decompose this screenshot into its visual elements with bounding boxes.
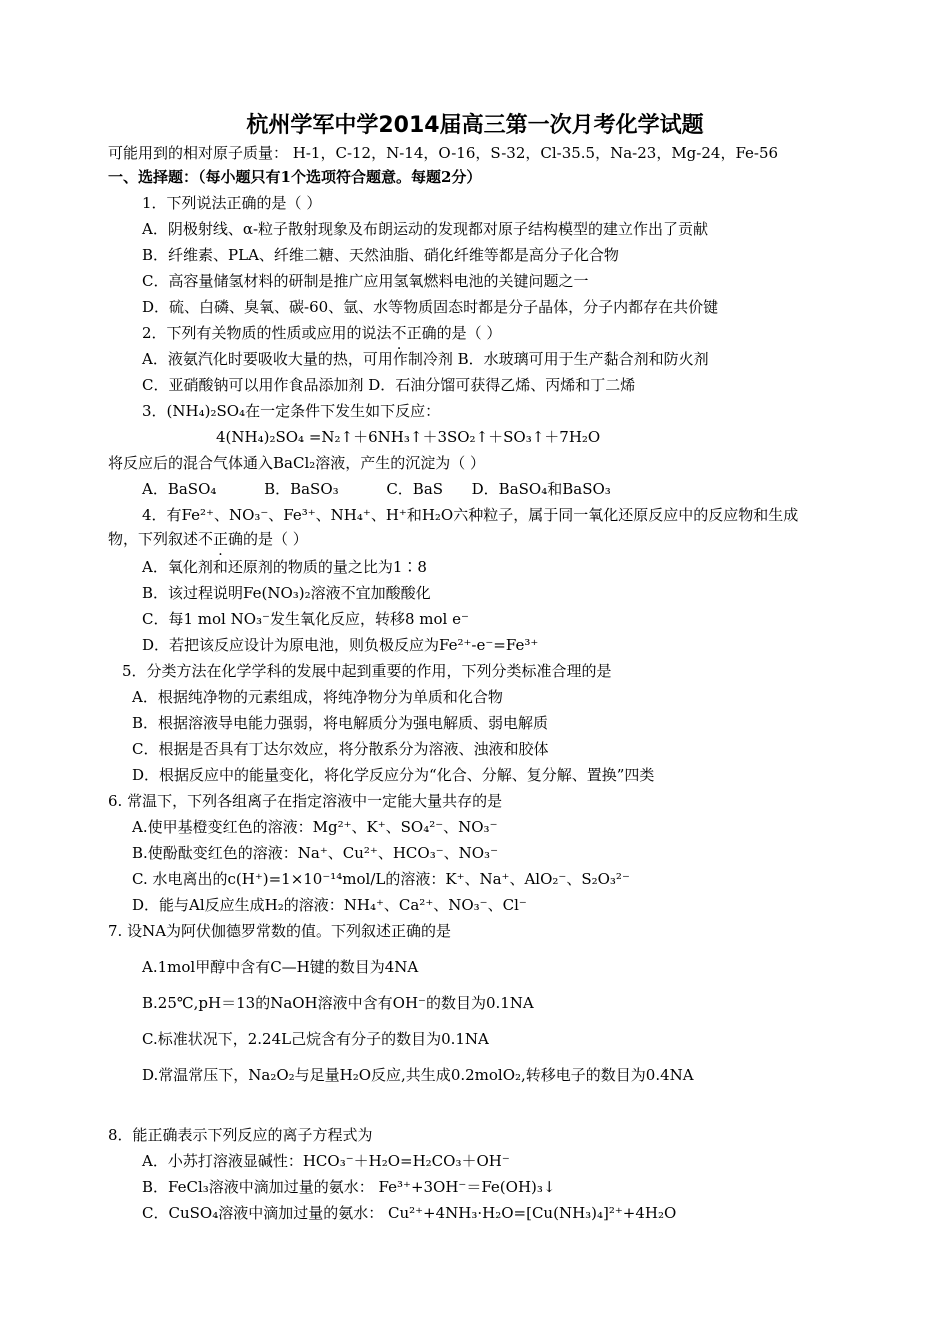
section-header: 一、选择题：（每小题只有1个选项符合题意。每题2分） [108,168,482,186]
question-7-option-c: C.标准状况下，2.24L己烷含有分子的数目为0.1NA [142,1030,489,1048]
question-4-stem-line2 [108,528,848,550]
question-4-stem-pre: 物，下列叙述 [108,530,199,548]
question-3-equation: 4(NH₄)₂SO₄ =N₂↑＋6NH₃↑＋3SO₂↑＋SO₃↑＋7H₂O [216,428,601,446]
question-5-option-c: C．根据是否具有丁达尔效应，将分散系分为溶液、浊液和胶体 [132,740,549,758]
question-1-option-d: D．硫、白磷、臭氧、碳-60、氩、水等物质固态时都是分子晶体，分子内都存在共价键 [142,298,719,316]
question-3-stem: 3．(NH₄)₂SO₄在一定条件下发生如下反应： [142,402,441,420]
emphasis-dot-text: 不正确 [198,530,244,548]
emphasis-dot-text: 不 [391,324,407,342]
question-1-option-a: A．阴极射线、α-粒子散射现象及布朗运动的发现都对原子结构模型的建立作出了贡献 [142,220,709,238]
question-4-option-b: B．该过程说明Fe(NO₃)₂溶液不宜加酸酸化 [142,584,431,602]
question-8-stem: 8．能正确表示下列反应的离子方程式为 [108,1126,373,1144]
question-6-option-c: C. 水电离出的c(H⁺)=1×10⁻¹⁴mol/L的溶液：K⁺、Na⁺、AlO₂⁻、S₂O₃²⁻ [132,870,630,888]
page-title: 杭州学军中学2014届高三第一次月考化学试题 [246,113,704,138]
question-6-option-a: A.使甲基橙变红色的溶液：Mg²⁺、K⁺、SO₄²⁻、NO₃⁻ [132,818,498,836]
question-4-option-a: A．氧化剂和还原剂的物质的量之比为1∶8 [142,558,427,576]
question-2-stem-pre: 2．下列有关物质的性质或应用的说法 [142,324,392,342]
question-4-stem-post: 的是（ ） [243,530,308,548]
question-5-option-b: B．根据溶液导电能力强弱，将电解质分为强电解质、弱电解质 [132,714,549,732]
question-7-stem: 7. 设NA为阿伏伽德罗常数的值。下列叙述正确的是 [108,922,452,940]
question-8-option-a: A．小苏打溶液显碱性：HCO₃⁻＋H₂O=H₂CO₃＋OH⁻ [142,1152,510,1170]
question-6-option-d: D．能与Al反应生成H₂的溶液：NH₄⁺、Ca²⁺、NO₃⁻、Cl⁻ [132,896,527,914]
question-1-stem: 1．下列说法正确的是（ ） [142,194,322,212]
question-2-stem-post: 正确的是（ ） [406,324,502,342]
question-4-option-d: D．若把该反应设计为原电池，则负极反应为Fe²⁺-e⁻=Fe³⁺ [142,636,539,654]
question-1-option-b: B．纤维素、PLA、纤维二糖、天然油脂、硝化纤维等都是高分子化合物 [142,246,619,264]
question-2-options-ab: A．液氨汽化时要吸收大量的热，可用作制冷剂 B．水玻璃可用于生产黏合剂和防火剂 [142,350,709,368]
question-7-option-b: B.25℃,pH＝13的NaOH溶液中含有OH⁻的数目为0.1NA [142,994,534,1012]
question-4-option-c: C．每1 mol NO₃⁻发生氧化反应，转移8 mol e⁻ [142,610,469,628]
question-5-option-a: A．根据纯净物的元素组成，将纯净物分为单质和化合物 [132,688,503,706]
question-6-option-b: B.使酚酞变红色的溶液：Na⁺、Cu²⁺、HCO₃⁻、NO₃⁻ [132,844,498,862]
question-7-option-d: D.常温常压下，Na₂O₂与足量H₂O反应,共生成0.2molO₂,转移电子的数目为0.4NA [142,1066,694,1084]
question-5-stem: 5．分类方法在化学学科的发展中起到重要的作用，下列分类标准合理的是 [122,662,612,680]
question-5-option-d: D．根据反应中的能量变化，将化学反应分为“化合、分解、复分解、置换”四类 [132,766,655,784]
question-2-stem [142,322,882,344]
question-1-option-c: C．高容量储氢材料的研制是推广应用氢氧燃料电池的关键问题之一 [142,272,589,290]
question-3-question: 将反应后的混合气体通入BaCl₂溶液，产生的沉淀为（ ） [108,454,486,472]
question-2-options-cd: C．亚硝酸钠可以用作食品添加剂 D．石油分馏可获得乙烯、丙烯和丁二烯 [142,376,636,394]
question-4-stem-line1: 4．有Fe²⁺、NO₃⁻、Fe³⁺、NH₄⁺、H⁺和H₂O六种粒子，属于同一氧化还原反应中的反应物和生成 [142,506,799,524]
question-3-options: A．BaSO₄ B．BaSO₃ C．BaS D．BaSO₄和BaSO₃ [142,480,611,498]
question-6-stem: 6. 常温下，下列各组离子在指定溶液中一定能大量共存的是 [108,792,503,810]
atomic-masses-line: 可能用到的相对原子质量： H-1，C-12，N-14，O-16，S-32，Cl-35.5，Na-23，Mg-24，Fe-56 [108,144,779,162]
question-8-option-c: C．CuSO₄溶液中滴加过量的氨水： Cu²⁺+4NH₃·H₂O=[Cu(NH₃)₄]²⁺+4H₂O [142,1204,677,1222]
question-8-option-b: B．FeCl₃溶液中滴加过量的氨水： Fe³⁺+3OH⁻＝Fe(OH)₃↓ [142,1178,556,1196]
question-7-option-a: A.1mol甲醇中含有C—H键的数目为4NA [142,958,419,976]
